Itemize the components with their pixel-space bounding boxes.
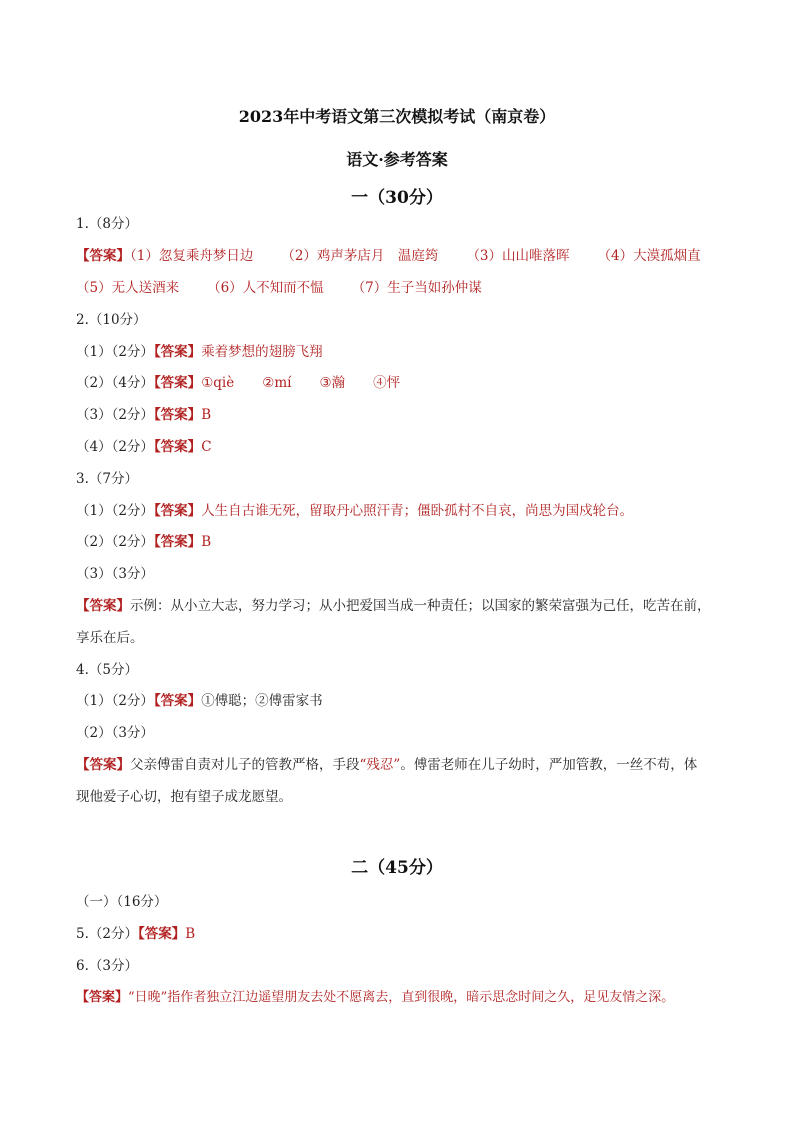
q3-3-answer-line-2: 享乐在后。 xyxy=(76,630,144,646)
q3-heading: 3.（7分） xyxy=(76,471,138,487)
q5-answer: B xyxy=(185,926,196,942)
answer-tag: 【答案】 xyxy=(153,344,202,360)
q4-2-answer-line-2: 现他爱子心切，抱有望子成龙愿望。 xyxy=(76,789,292,805)
answer-tag: 【答案】 xyxy=(76,598,130,614)
q2-1-prefix: （1）（2分） xyxy=(76,344,154,360)
q1-heading: 1.（8分） xyxy=(76,216,138,232)
q2-4-prefix: （4）（2分） xyxy=(76,439,154,455)
q3-2-line xyxy=(76,532,726,552)
q1-answer-line-1 xyxy=(76,246,726,266)
q1-answer-4: （4）大漠孤烟直 xyxy=(597,248,701,264)
q2-4-answer: C xyxy=(201,439,212,455)
q4-2-prefix: （2）（3分） xyxy=(76,725,154,741)
q5-line xyxy=(76,924,726,944)
q3-1-prefix: （1）（2分） xyxy=(76,503,154,519)
answer-tag: 【答案】 xyxy=(153,407,202,423)
answer-tag: 【答案】 xyxy=(153,503,202,519)
q3-3-answer-text-1: 示例：从小立大志，努力学习；从小把爱国当成一种责任；以国家的繁荣富强为己任，吃苦在前， xyxy=(130,598,711,614)
answer-tag: 【答案】 xyxy=(76,990,129,1005)
q3-3-prefix: （3）（3分） xyxy=(76,566,154,582)
exam-subtitle: 语文·参考答案 xyxy=(346,150,448,169)
q6-heading: 6.（3分） xyxy=(76,958,138,974)
q4-1-prefix: （1）（2分） xyxy=(76,693,154,709)
q2-2-line xyxy=(76,373,726,393)
q2-3-prefix: （3）（2分） xyxy=(76,407,154,423)
q3-2-answer: B xyxy=(201,534,212,550)
q1-answer-line-2 xyxy=(76,278,726,298)
q1-answer-7: （7）生子当如孙仲谋 xyxy=(351,280,482,296)
part-one-heading: 一（30分） xyxy=(351,188,443,208)
q4-1-answer: ①傅聪；②傅雷家书 xyxy=(201,693,323,709)
q2-1-answer: 乘着梦想的翅膀飞翔 xyxy=(201,344,323,360)
q1-answer-6: （6）人不知而不愠 xyxy=(207,280,324,296)
q4-1-line xyxy=(76,691,726,711)
exam-title: 2023年中考语文第三次模拟考试（南京卷） xyxy=(238,107,556,126)
q2-2-answer-d: ④怦 xyxy=(373,375,401,391)
answer-tag: 【答案】 xyxy=(76,248,130,264)
q3-1-line xyxy=(76,501,726,521)
q2-2-answer-b: ②mí xyxy=(262,375,292,391)
section-one-heading: （一）（16分） xyxy=(76,894,168,910)
part-two-heading: 二（45分） xyxy=(351,858,443,878)
q4-2-answer-a: 父亲傅雷自责对儿子的管教严格，手段 xyxy=(130,757,360,773)
answer-tag: 【答案】 xyxy=(153,439,202,455)
q2-1-line xyxy=(76,342,726,362)
answer-tag: 【答案】 xyxy=(76,757,130,773)
q1-answer-3: （3）山山唯落晖 xyxy=(466,248,570,264)
q4-2-answer-quote: “残忍” xyxy=(359,757,401,773)
answer-tag: 【答案】 xyxy=(137,926,186,942)
q2-4-line xyxy=(76,437,726,457)
q6-answer-line xyxy=(76,988,726,1008)
q2-3-line xyxy=(76,405,726,425)
q2-2-answer-a: ①qiè xyxy=(201,375,235,391)
answer-tag: 【答案】 xyxy=(153,375,202,391)
q4-2-answer-b: 。傅雷老师在儿子幼时，严加管教，一丝不苟，体 xyxy=(400,757,698,773)
q2-2-prefix: （2）（4分） xyxy=(76,375,154,391)
q3-3-answer-line-1 xyxy=(76,596,726,616)
q3-1-answer: 人生自古谁无死，留取丹心照汗青；僵卧孤村不自哀，尚思为国戍轮台。 xyxy=(201,503,634,519)
q2-3-answer: B xyxy=(201,407,212,423)
q4-heading: 4.（5分） xyxy=(76,662,138,678)
q4-2-answer-line-1 xyxy=(76,755,726,775)
q1-answer-2: （2）鸡声茅店月 温庭筠 xyxy=(281,248,439,264)
answer-tag: 【答案】 xyxy=(153,534,202,550)
q5-prefix: 5.（2分） xyxy=(76,926,138,942)
q6-answer: “日晚”指作者独立江边遥望朋友去处不愿离去，直到很晚，暗示思念时间之久，足见友情之深。 xyxy=(128,990,675,1005)
q3-2-prefix: （2）（2分） xyxy=(76,534,154,550)
answer-tag: 【答案】 xyxy=(153,693,202,709)
q1-answer-1: （1）忽复乘舟梦日边 xyxy=(130,248,254,264)
q2-heading: 2.（10分） xyxy=(76,312,147,328)
q2-2-answer-c: ③瀚 xyxy=(319,375,346,391)
q1-answer-5: （5）无人送酒来 xyxy=(76,280,180,296)
